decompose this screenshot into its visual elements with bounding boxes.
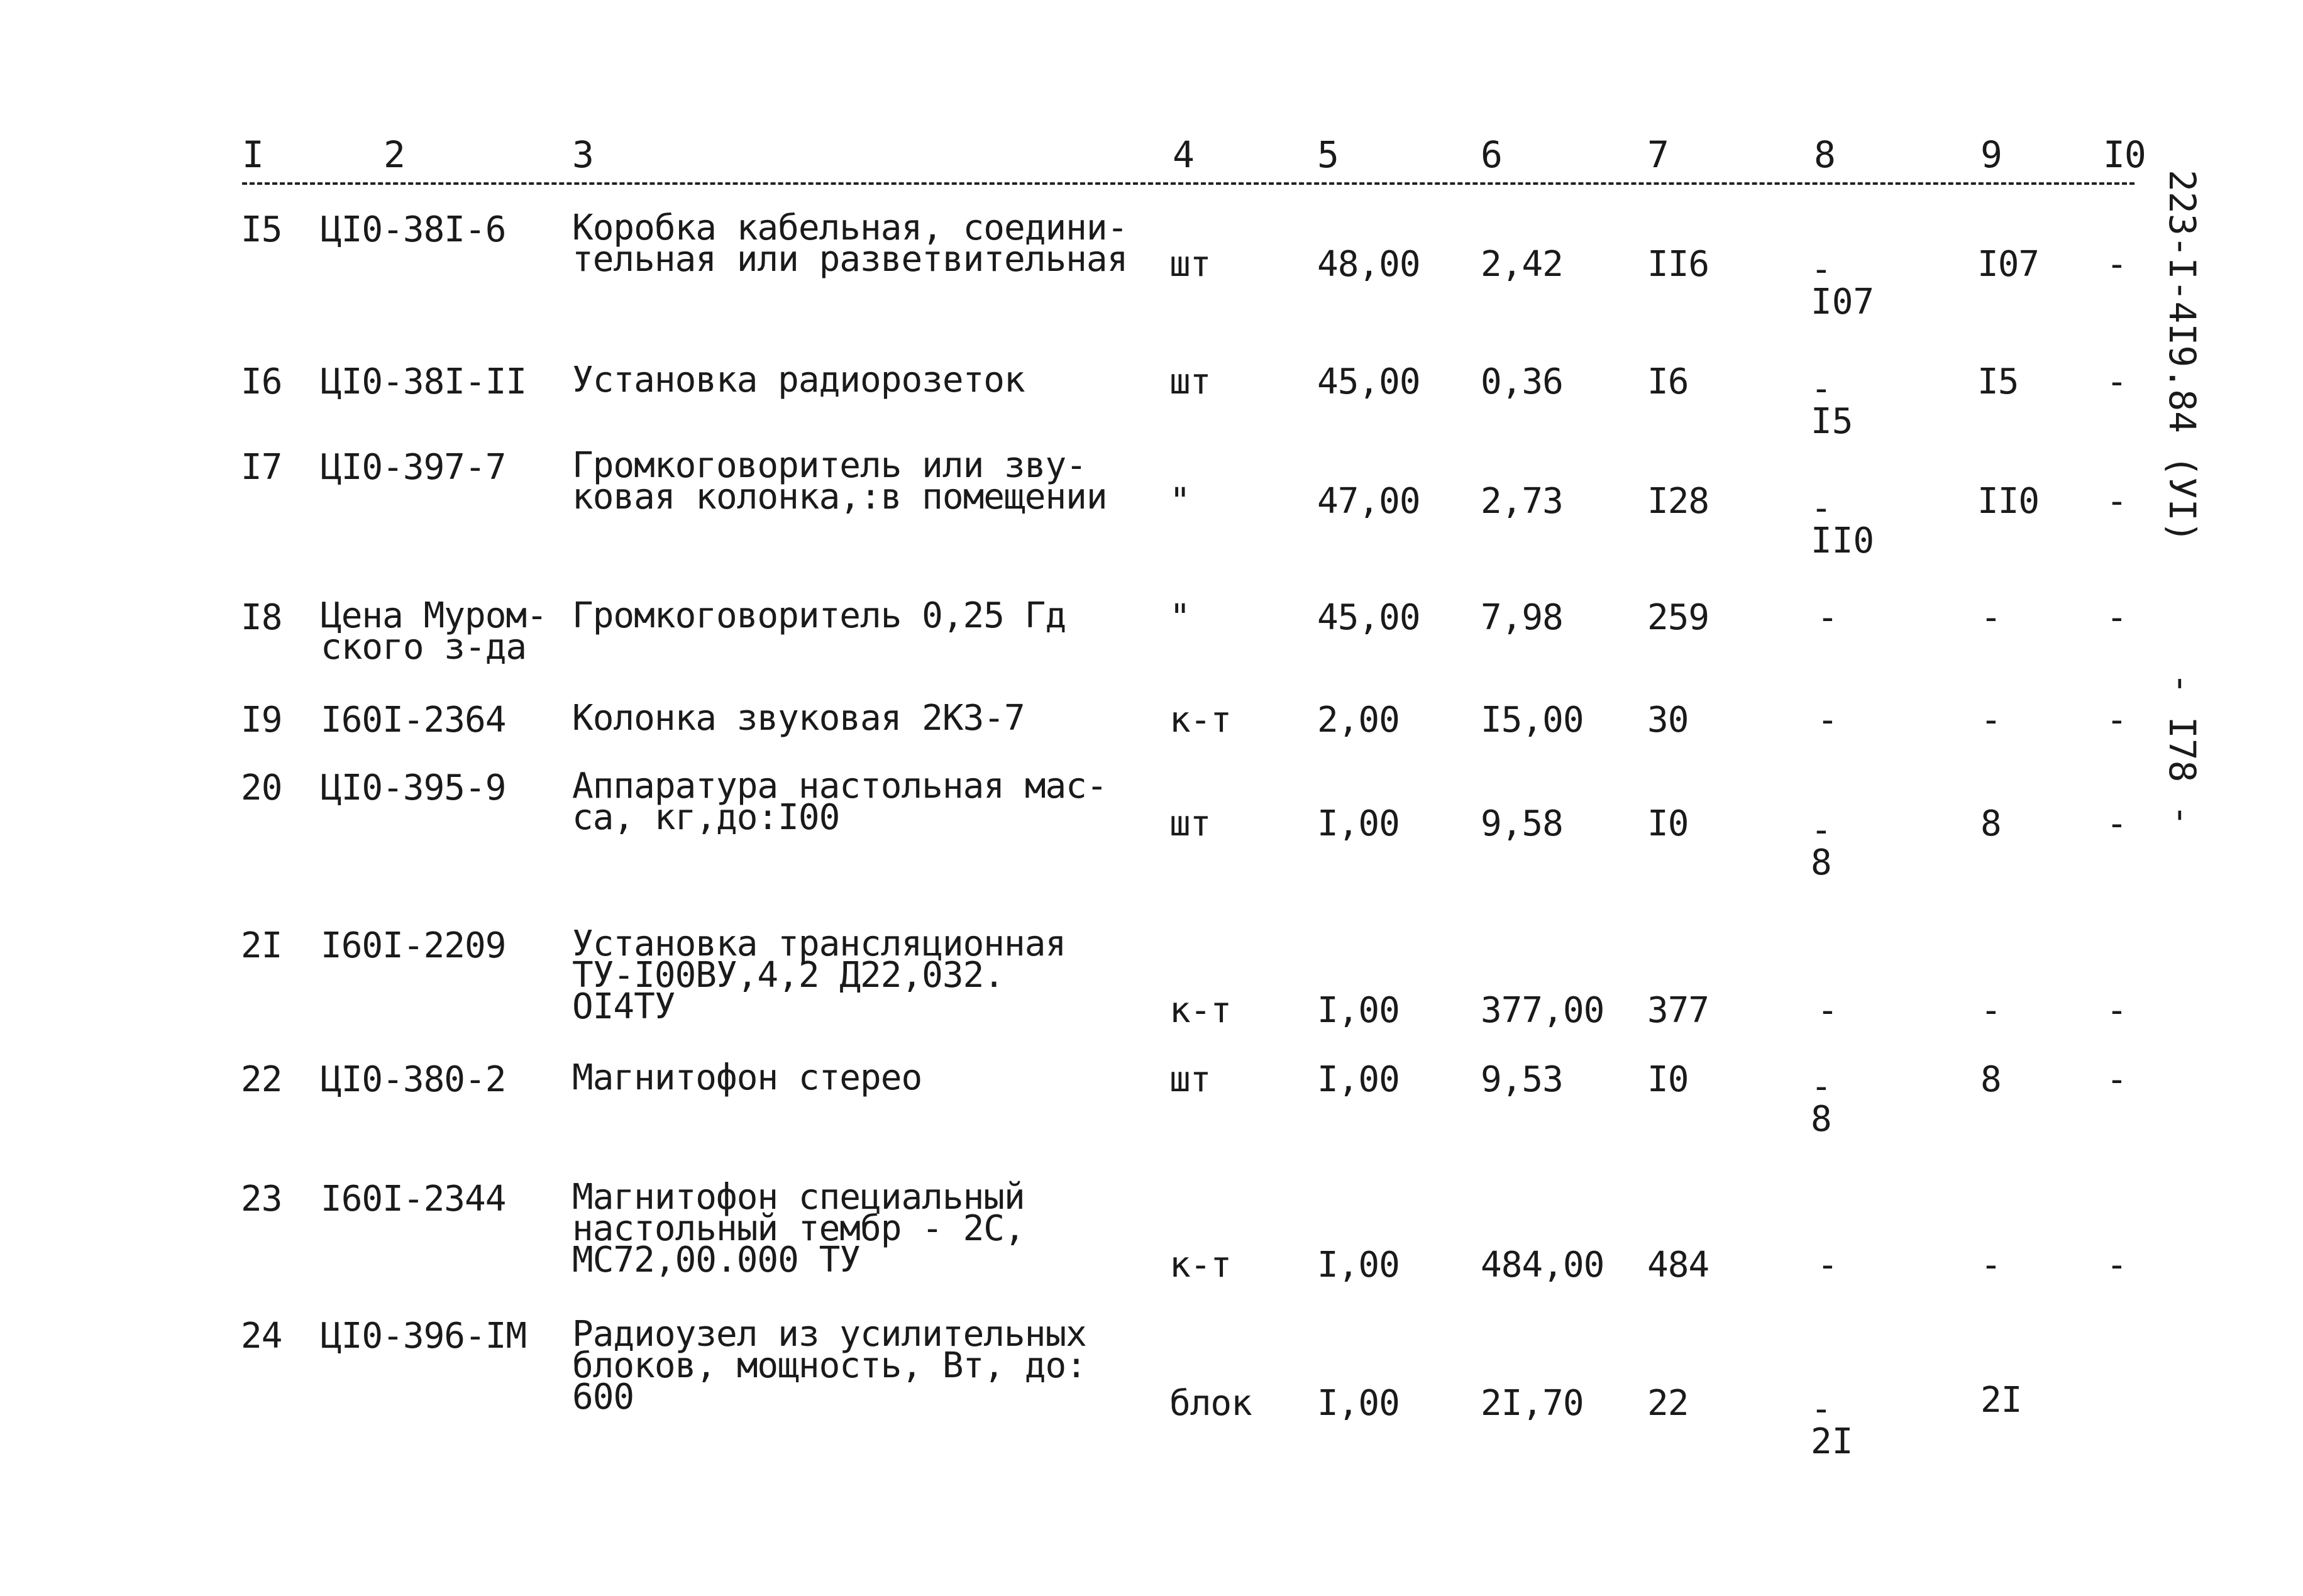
row-quantity: I,00 xyxy=(1317,1383,1400,1424)
row-col8: - xyxy=(1817,990,1838,1031)
row-col10: - xyxy=(2106,1059,2127,1100)
row-col9: - xyxy=(1980,990,2001,1031)
row-col9: II0 xyxy=(1977,481,2040,522)
row-number: 22 xyxy=(241,1059,282,1100)
row-col9: 2I xyxy=(1980,1380,2022,1421)
header-col-1: I xyxy=(242,133,263,176)
row-col10: - xyxy=(2106,597,2127,638)
fraction-numerator: - xyxy=(1811,488,1836,529)
row-col9: I5 xyxy=(1977,361,2019,402)
row-number: I9 xyxy=(241,700,282,740)
row-total: I6 xyxy=(1647,361,1689,402)
row-description: Аппаратура настольная мас- са, кг,до:I00 xyxy=(572,766,1107,838)
row-quantity: I,00 xyxy=(1317,803,1400,844)
row-col8: - xyxy=(1817,700,1838,740)
row-unit: шт xyxy=(1169,361,1211,402)
row-number: 23 xyxy=(241,1179,282,1219)
row-price: 9,53 xyxy=(1481,1059,1563,1100)
fraction-denominator: I07 xyxy=(1811,282,1875,322)
row-price: 377,00 xyxy=(1481,990,1604,1031)
row-unit: шт xyxy=(1169,1059,1211,1100)
row-unit: к-т xyxy=(1169,1245,1232,1285)
fraction-numerator: - xyxy=(1811,1066,1836,1107)
page-number-vertical: - I78 - xyxy=(2161,673,2204,827)
row-code: I60I-2364 xyxy=(321,700,506,740)
row-code: I60I-2209 xyxy=(321,925,506,966)
row-col10: - xyxy=(2106,700,2127,740)
row-code: ЦI0-396-IМ xyxy=(321,1316,527,1357)
row-unit: блок xyxy=(1169,1383,1252,1424)
row-col10: - xyxy=(2106,361,2127,402)
row-col9: - xyxy=(1980,1245,2001,1285)
header-col-2: 2 xyxy=(384,133,405,176)
row-col9: 8 xyxy=(1980,1059,2001,1100)
row-col8: - xyxy=(1817,597,1838,638)
row-number: I8 xyxy=(241,597,282,638)
document-code-vertical: 223-I-4I9.84 (УI) xyxy=(2161,170,2204,543)
fraction-denominator: II0 xyxy=(1811,520,1875,561)
header-col-4: 4 xyxy=(1173,133,1194,176)
header-col-8: 8 xyxy=(1814,133,1835,176)
fraction-denominator: 2I xyxy=(1811,1421,1853,1462)
row-col10: - xyxy=(2106,1245,2127,1285)
fraction-numerator: - xyxy=(1811,368,1836,409)
row-quantity: I,00 xyxy=(1317,1245,1400,1285)
row-col9: - xyxy=(1980,597,2001,638)
row-col10: - xyxy=(2106,990,2127,1031)
row-total: 377 xyxy=(1647,990,1709,1031)
row-code: I60I-2344 xyxy=(321,1179,506,1219)
row-col9: I07 xyxy=(1977,244,2040,285)
row-unit: к-т xyxy=(1169,700,1232,740)
fraction-numerator: - xyxy=(1811,1389,1836,1429)
row-description: Магнитофон стерео xyxy=(572,1057,922,1098)
row-total: I0 xyxy=(1647,803,1689,844)
header-col-5: 5 xyxy=(1317,133,1339,176)
row-col8-fraction xyxy=(1811,488,1880,561)
row-price: I5,00 xyxy=(1481,700,1584,740)
row-col10: - xyxy=(2106,244,2127,285)
row-description: Громкоговоритель или зву- ковая колонка,:в помещении xyxy=(572,445,1107,517)
row-number: I7 xyxy=(241,447,282,488)
row-code: ЦI0-397-7 xyxy=(321,447,506,488)
row-number: 24 xyxy=(241,1316,282,1357)
row-unit: шт xyxy=(1169,244,1211,285)
row-description: Установка трансляционная ТУ-I00ВУ,4,2 Д22,032. ОI4ТУ xyxy=(572,923,1066,1027)
row-total: 484 xyxy=(1647,1245,1709,1285)
row-quantity: 47,00 xyxy=(1317,481,1420,522)
header-col-9: 9 xyxy=(1980,133,2002,176)
row-quantity: 45,00 xyxy=(1317,597,1420,638)
row-total: 22 xyxy=(1647,1383,1689,1424)
row-col8-fraction xyxy=(1811,1066,1880,1140)
row-quantity: 2,00 xyxy=(1317,700,1400,740)
row-price: 2,73 xyxy=(1481,481,1563,522)
row-description: Магнитофон специальный настольный тембр - 2С, МС72,00.000 ТУ xyxy=(572,1177,1025,1280)
row-price: 2I,70 xyxy=(1481,1383,1584,1424)
row-total: 30 xyxy=(1647,700,1689,740)
row-code: ЦI0-395-9 xyxy=(321,768,506,808)
row-code: ЦI0-38I-6 xyxy=(321,209,506,250)
row-unit: " xyxy=(1169,481,1190,522)
header-col-7: 7 xyxy=(1647,133,1669,176)
row-unit: шт xyxy=(1169,803,1211,844)
row-col10: - xyxy=(2106,481,2127,522)
row-price: 9,58 xyxy=(1481,803,1563,844)
row-unit: к-т xyxy=(1169,990,1232,1031)
header-col-3: 3 xyxy=(572,133,594,176)
row-quantity: I,00 xyxy=(1317,990,1400,1031)
row-price: 484,00 xyxy=(1481,1245,1604,1285)
row-number: 20 xyxy=(241,768,282,808)
row-col8-fraction xyxy=(1811,249,1880,322)
row-quantity: 48,00 xyxy=(1317,244,1420,285)
row-description: Радиоузел из усилительных блоков, мощность, Вт, до: 600 xyxy=(572,1314,1086,1417)
fraction-numerator: - xyxy=(1811,810,1836,850)
header-col-6: 6 xyxy=(1481,133,1502,176)
row-number: I5 xyxy=(241,209,282,250)
row-code: ЦI0-38I-II xyxy=(321,361,527,402)
row-price: 7,98 xyxy=(1481,597,1563,638)
header-underline xyxy=(242,182,2135,185)
row-col8-fraction xyxy=(1811,368,1880,442)
row-quantity: 45,00 xyxy=(1317,361,1420,402)
fraction-denominator: I5 xyxy=(1811,401,1853,442)
row-col8-fraction xyxy=(1811,1389,1880,1462)
row-total: II6 xyxy=(1647,244,1709,285)
header-col-10: I0 xyxy=(2103,133,2146,176)
row-total: I28 xyxy=(1647,481,1709,522)
row-description: Колонка звуковая 2КЗ-7 xyxy=(572,698,1025,739)
row-code: ЦI0-380-2 xyxy=(321,1059,506,1100)
row-code: Цена Муром- ского з-да xyxy=(321,595,547,668)
row-description: Установка радиорозеток xyxy=(572,360,1025,400)
row-total: 259 xyxy=(1647,597,1709,638)
row-description: Громкоговоритель 0,25 Гд xyxy=(572,595,1066,636)
row-description: Коробка кабельная, соедини- тельная или разветвительная xyxy=(572,207,1128,280)
row-quantity: I,00 xyxy=(1317,1059,1400,1100)
row-col8-fraction xyxy=(1811,810,1880,883)
row-col9: - xyxy=(1980,700,2001,740)
row-price: 2,42 xyxy=(1481,244,1563,285)
row-number: I6 xyxy=(241,361,282,402)
fraction-denominator: 8 xyxy=(1811,842,1832,883)
row-total: I0 xyxy=(1647,1059,1689,1100)
row-price: 0,36 xyxy=(1481,361,1563,402)
row-col8: - xyxy=(1817,1245,1838,1285)
row-col10: - xyxy=(2106,803,2127,844)
fraction-denominator: 8 xyxy=(1811,1099,1832,1140)
row-col9: 8 xyxy=(1980,803,2001,844)
fraction-numerator: - xyxy=(1811,249,1836,290)
row-number: 2I xyxy=(241,925,282,966)
row-unit: " xyxy=(1169,597,1190,638)
